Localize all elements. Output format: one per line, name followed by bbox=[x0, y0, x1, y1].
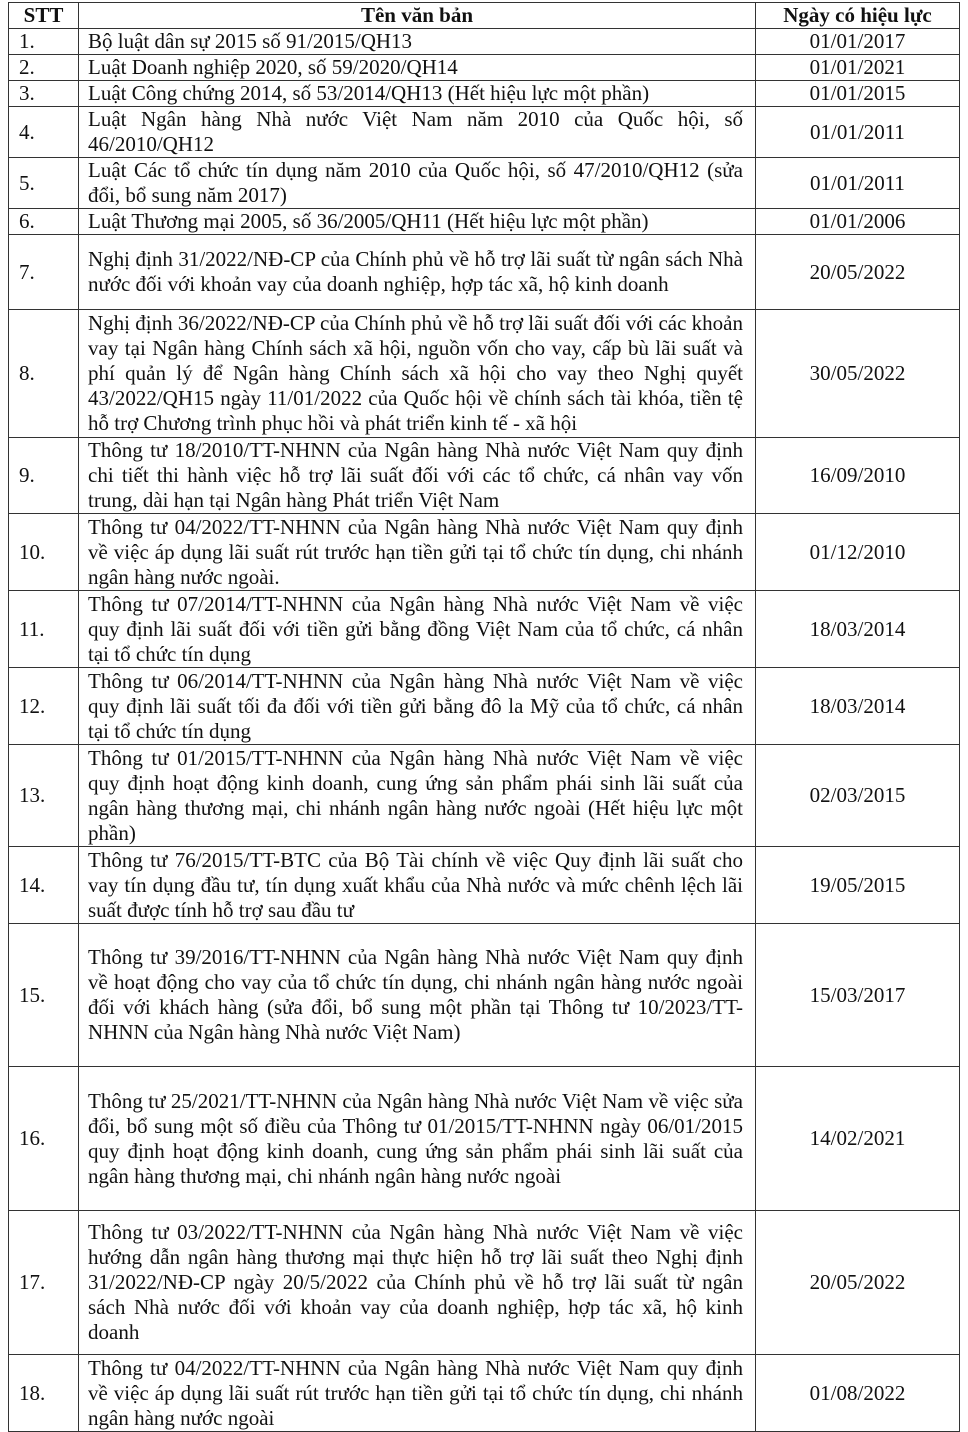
table-row bbox=[9, 158, 960, 209]
document-name: Thông tư 18/2010/TT-NHNN của Ngân hàng Nhà nước Việt Nam quy định chi tiết thi hành việc hỗ trợ lãi suất đối với các tổ chức, cá nhân vay vốn trung, dài hạn tại Ngân hàng Phát triển Việt Nam bbox=[79, 438, 756, 514]
header-stt: STT bbox=[9, 3, 79, 29]
row-number: 5. bbox=[9, 158, 79, 209]
document-name: Luật Thương mại 2005, số 36/2005/QH11 (Hết hiệu lực một phần) bbox=[79, 209, 756, 235]
row-number: 18. bbox=[9, 1355, 79, 1432]
row-number: 13. bbox=[9, 745, 79, 847]
document-name: Thông tư 06/2014/TT-NHNN của Ngân hàng Nhà nước Việt Nam về việc quy định lãi suất tối đa đối với tiền gửi bằng đô la Mỹ của tổ chức, cá nhân tại tổ chức tín dụng bbox=[79, 668, 756, 745]
table-row bbox=[9, 745, 960, 847]
document-name: Luật Các tổ chức tín dụng năm 2010 của Quốc hội, số 47/2010/QH12 (sửa đổi, bổ sung năm 2017) bbox=[79, 158, 756, 209]
document-name: Thông tư 01/2015/TT-NHNN của Ngân hàng Nhà nước Việt Nam về việc quy định hoạt động kinh doanh, cung ứng sản phẩm phái sinh lãi suất của ngân hàng thương mại, chi nhánh ngân hàng nước ngoài (Hết hiệu lực một phần) bbox=[79, 745, 756, 847]
table-row bbox=[9, 668, 960, 745]
document-name: Thông tư 03/2022/TT-NHNN của Ngân hàng Nhà nước Việt Nam về việc hướng dẫn ngân hàng thương mại thực hiện hỗ trợ lãi suất theo Nghị định 31/2022/NĐ-CP ngày 20/5/2022 của Chính phủ về hỗ trợ lãi suất từ ngân sách Nhà nước đối với khoản vay của doanh nghiệp, hợp tác xã, hộ kinh doanh bbox=[79, 1211, 756, 1355]
row-number: 11. bbox=[9, 591, 79, 668]
table-row bbox=[9, 1211, 960, 1355]
document-name: Bộ luật dân sự 2015 số 91/2015/QH13 bbox=[79, 29, 756, 55]
table-row bbox=[9, 29, 960, 55]
effective-date: 14/02/2021 bbox=[756, 1067, 960, 1211]
row-number: 17. bbox=[9, 1211, 79, 1355]
document-name: Thông tư 04/2022/TT-NHNN của Ngân hàng Nhà nước Việt Nam quy định về việc áp dụng lãi suất rút trước hạn tiền gửi tại tổ chức tín dụng, chi nhánh ngân hàng nước ngoài. bbox=[79, 514, 756, 591]
header-document-name: Tên văn bản bbox=[79, 3, 756, 29]
table-row bbox=[9, 1067, 960, 1211]
header-row bbox=[9, 3, 960, 29]
row-number: 4. bbox=[9, 107, 79, 158]
document-name: Luật Công chứng 2014, số 53/2014/QH13 (Hết hiệu lực một phần) bbox=[79, 81, 756, 107]
table-row bbox=[9, 107, 960, 158]
effective-date: 18/03/2014 bbox=[756, 591, 960, 668]
table-row bbox=[9, 514, 960, 591]
row-number: 10. bbox=[9, 514, 79, 591]
effective-date: 20/05/2022 bbox=[756, 235, 960, 310]
table-row bbox=[9, 438, 960, 514]
table-row bbox=[9, 591, 960, 668]
row-number: 8. bbox=[9, 310, 79, 438]
legal-documents-table bbox=[8, 2, 960, 1432]
row-number: 9. bbox=[9, 438, 79, 514]
document-name: Thông tư 76/2015/TT-BTC của Bộ Tài chính về việc Quy định lãi suất cho vay tín dụng đầu tư, tín dụng xuất khẩu của Nhà nước và mức chênh lệch lãi suất được tính hỗ trợ sau đầu tư bbox=[79, 847, 756, 924]
document-name: Nghị định 31/2022/NĐ-CP của Chính phủ về hỗ trợ lãi suất từ ngân sách Nhà nước đối với khoản vay của doanh nghiệp, hợp tác xã, hộ kinh doanh bbox=[79, 235, 756, 310]
table-row bbox=[9, 81, 960, 107]
row-number: 16. bbox=[9, 1067, 79, 1211]
effective-date: 01/08/2022 bbox=[756, 1355, 960, 1432]
effective-date: 01/12/2010 bbox=[756, 514, 960, 591]
effective-date: 01/01/2015 bbox=[756, 81, 960, 107]
row-number: 1. bbox=[9, 29, 79, 55]
table-row bbox=[9, 55, 960, 81]
row-number: 3. bbox=[9, 81, 79, 107]
effective-date: 01/01/2021 bbox=[756, 55, 960, 81]
effective-date: 01/01/2011 bbox=[756, 158, 960, 209]
table-row bbox=[9, 924, 960, 1067]
document-name: Thông tư 04/2022/TT-NHNN của Ngân hàng Nhà nước Việt Nam quy định về việc áp dụng lãi suất rút trước hạn tiền gửi tại tổ chức tín dụng, chi nhánh ngân hàng nước ngoài bbox=[79, 1355, 756, 1432]
effective-date: 20/05/2022 bbox=[756, 1211, 960, 1355]
effective-date: 02/03/2015 bbox=[756, 745, 960, 847]
effective-date: 15/03/2017 bbox=[756, 924, 960, 1067]
document-name: Thông tư 39/2016/TT-NHNN của Ngân hàng Nhà nước Việt Nam quy định về hoạt động cho vay của tổ chức tín dụng, chi nhánh ngân hàng nước ngoài đối với khách hàng (sửa đổi, bổ sung một phần tại Thông tư 10/2023/TT-NHNN của Ngân hàng Nhà nước Việt Nam) bbox=[79, 924, 756, 1067]
header-effective-date: Ngày có hiệu lực bbox=[756, 3, 960, 29]
row-number: 12. bbox=[9, 668, 79, 745]
table-row bbox=[9, 847, 960, 924]
table-row bbox=[9, 235, 960, 310]
row-number: 7. bbox=[9, 235, 79, 310]
document-name: Luật Doanh nghiệp 2020, số 59/2020/QH14 bbox=[79, 55, 756, 81]
effective-date: 01/01/2006 bbox=[756, 209, 960, 235]
document-name: Thông tư 07/2014/TT-NHNN của Ngân hàng Nhà nước Việt Nam về việc quy định lãi suất đối với tiền gửi bằng đồng Việt Nam của tổ chức, cá nhân tại tổ chức tín dụng bbox=[79, 591, 756, 668]
row-number: 15. bbox=[9, 924, 79, 1067]
effective-date: 19/05/2015 bbox=[756, 847, 960, 924]
effective-date: 18/03/2014 bbox=[756, 668, 960, 745]
document-name: Thông tư 25/2021/TT-NHNN của Ngân hàng Nhà nước Việt Nam về việc sửa đổi, bổ sung một số điều của Thông tư 01/2015/TT-NHNN ngày 06/01/2015 quy định hoạt động kinh doanh, cung ứng sản phẩm phái sinh lãi suất của ngân hàng thương mại, chi nhánh ngân hàng nước ngoài bbox=[79, 1067, 756, 1211]
effective-date: 30/05/2022 bbox=[756, 310, 960, 438]
table-row bbox=[9, 1355, 960, 1432]
document-name: Nghị định 36/2022/NĐ-CP của Chính phủ về hỗ trợ lãi suất đối với các khoản vay tại Ngân hàng Chính sách xã hội, nguồn vốn cho vay, cấp bù lãi suất và phí quản lý để Ngân hàng Chính sách xã hội cho vay theo Nghị quyết 43/2022/QH15 ngày 11/01/2022 của Quốc hội về chính sách tài khóa, tiền tệ hỗ trợ Chương trình phục hồi và phát triển kinh tế - xã hội bbox=[79, 310, 756, 438]
table-row bbox=[9, 209, 960, 235]
effective-date: 16/09/2010 bbox=[756, 438, 960, 514]
effective-date: 01/01/2011 bbox=[756, 107, 960, 158]
row-number: 6. bbox=[9, 209, 79, 235]
effective-date: 01/01/2017 bbox=[756, 29, 960, 55]
row-number: 2. bbox=[9, 55, 79, 81]
table-row bbox=[9, 310, 960, 438]
row-number: 14. bbox=[9, 847, 79, 924]
document-name: Luật Ngân hàng Nhà nước Việt Nam năm 2010 của Quốc hội, số 46/2010/QH12 bbox=[79, 107, 756, 158]
